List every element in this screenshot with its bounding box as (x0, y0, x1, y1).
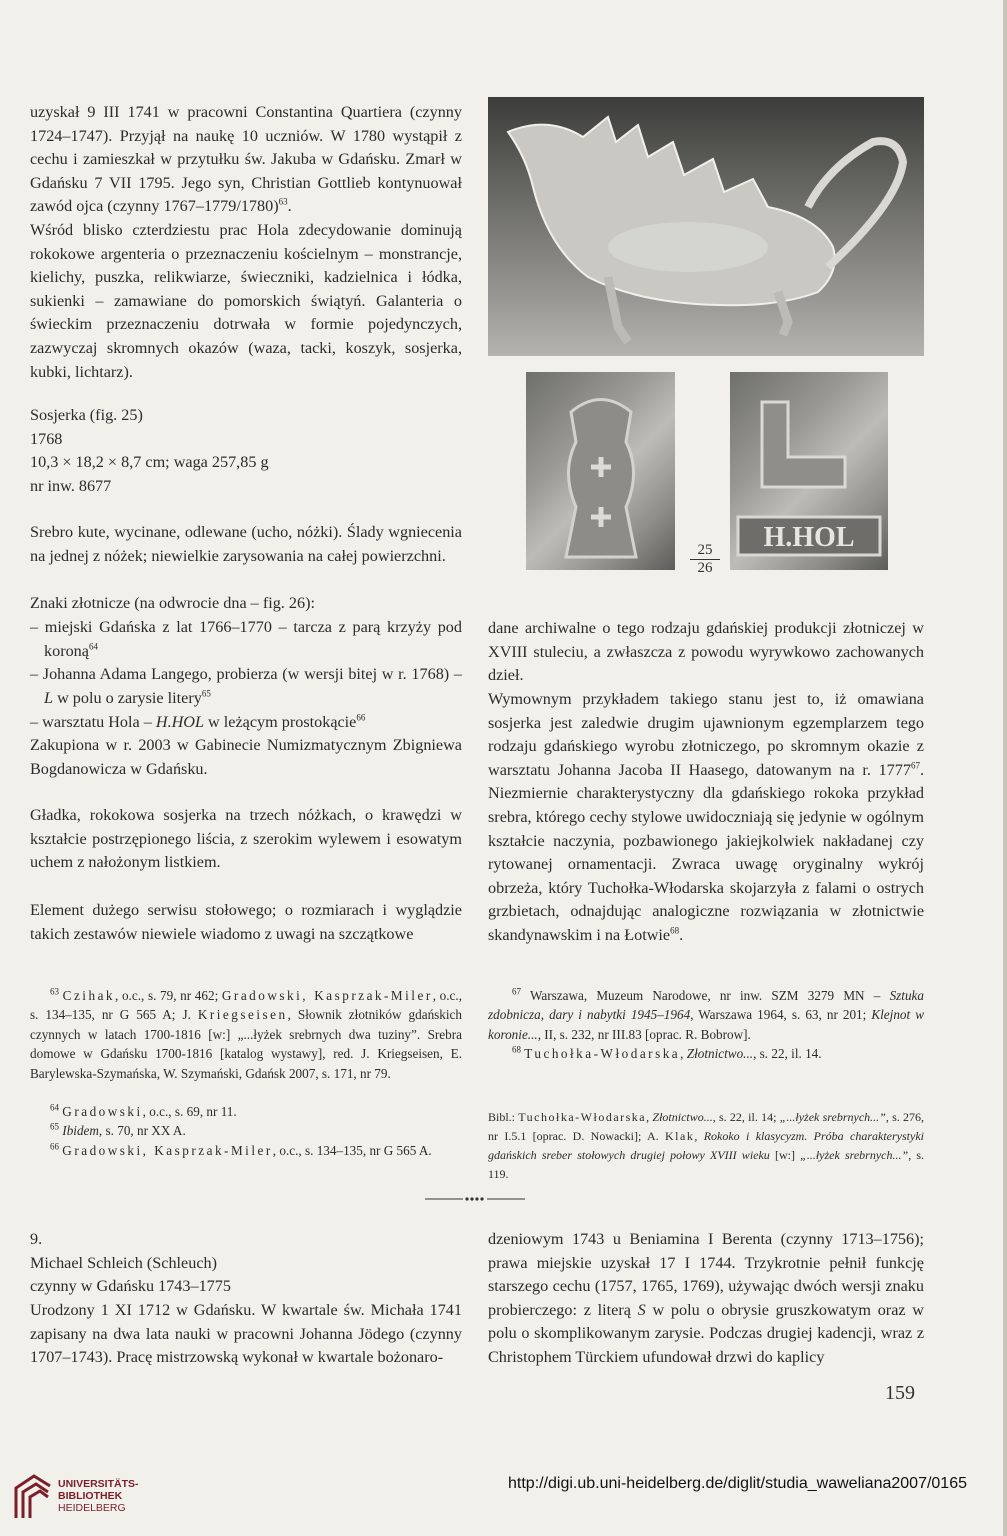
mark-item-assayer: – Johanna Adama Langego, probierza (w wersji bitej w r. 1768) – L w polu o zarysie litery$^{65}$ (30, 665, 462, 707)
footnote-67: $^{67}$ Warszawa, Muzeum Narodowe, nr inw. SZM 3279 MN – Sztuka zdobnicza, dary i nabytki 1945–1964, Warszawa 1964, s. 63, nr 201; Klejnot w koronie..., II, s. 232, nr III.83 [oprac. R. Bobrow]. (488, 986, 925, 1042)
catalog-title: Sosjerka (fig. 25) (30, 406, 143, 424)
catalog-year: 1768 (30, 429, 63, 448)
example-paragraph: Wymownym przykładem takiego stanu jest to, iż omawiana sosjerka jest zaledwie drugim ujawnionym egzemplarzem tego rodzaju gdańskiego wyrobu złotniczego, po skromnym okazie z warsztatu Johanna Jacoba II Haasego, datowanym na r. 1777$^{67}$. Niezmiernie charakterystyczny dla gdańskiego rokoka przykład srebra, którego cechy stylowe uwidoczniają się jedynie w ogólnym kształcie naczynia, pozbawionego jakiejkolwiek nakładanej czy rytowanej ornamentacji. Zwraca uwagę oryginalny wykrój obrzeża, który Tuchołka-Włodarska skojarzyła z falami o ostrych grzbietach, odnajdując analogiczne rozwiązania w złotnictwie skandynawskim i na Łotwie$^{68}$. (488, 690, 924, 944)
mark-item-workshop: – warsztatu Hola – H.HOL w leżącym prostokącie$^{66}$ (30, 712, 366, 731)
workshop-mark-photo (730, 372, 888, 570)
section-9-bio-left: Urodzony 1 XI 1712 w Gdańsku. W kwartale św. Michała 1741 zapisany na dwa lata nauki w pracowni Johanna Jödego (czynny 1707–1743). Pracę mistrzowską wykonał w kwartale bożonaro- (30, 1301, 462, 1367)
footnote-ref-64[interactable]: 64 (88, 641, 98, 652)
section-ornament (425, 1195, 525, 1203)
footnote-ref-66[interactable]: 66 (356, 712, 366, 723)
figure-numbers: 25 26 (690, 542, 720, 577)
catalog-inventory: nr inw. 8677 (30, 476, 112, 495)
footnote-68: $^{68}$ Tuchołka-Włodarska, Złotnictwo..., s. 22, il. 14. (512, 1044, 822, 1061)
service-paragraph: Element dużego serwisu stołowego; o rozmiarach i wyglądzie takich zestawów niewiele wiadomo z uwagi na szczątkowe (30, 901, 462, 943)
library-name: UNIVERSITÄTS- BIBLIOTHEK HEIDELBERG (58, 1478, 139, 1514)
source-url-link[interactable]: http://digi.ub.uni-heidelberg.de/diglit/studia_waweliana2007/0165 (508, 1475, 967, 1492)
catalog-entry (30, 404, 462, 498)
catalog-dimensions: 10,3 × 18,2 × 8,7 cm; waga 257,85 g (30, 453, 269, 472)
footnote-63: $^{63}$ Czihak, o.c., s. 79, nr 462; Gradowski, Kasprzak-Miler, o.c., s. 134–135, nr G 565 A; J. Kriegseisen, Słownik złotników gdańskich czynnych w latach 1700-1816 [w:] „...łyżek srebrnych dwa tuziny”. Srebra domowe w Gdańsku 1700-1816 [katalog wystawy], red. J. Kriegseisen, E. Barylewska-Szymańska, W. Szymański, Gdańsk 2007, s. 171, nr 79. (30, 986, 463, 1081)
city-mark-photo (526, 372, 675, 570)
marks-title: Znaki złotnicze (na odwrocie dna – fig. 26): (30, 594, 315, 612)
section-9-bio-right: dzeniowym 1743 u Beniamina I Berenta (czynny 1713–1756); prawa miejskie uzyskał 17 I 1744. Trzykrotnie pełnił funkcję starszego cechu (1757, 1765, 1769), używając dwóch wersji znaku probierczego: z literą S w polu o obrysie gruszkowatym oraz w polu o skomplikowanym zarysie. Podczas drugiej kadencji, wraz z Christophem Türckiem ufundował drzwi do kaplicy (488, 1230, 925, 1366)
footnote-64: $^{64}$ Gradowski, o.c., s. 69, nr 11. (50, 1102, 237, 1119)
goldsmith-active: czynny w Gdańsku 1743–1775 (30, 1277, 231, 1296)
footnote-65: $^{65}$ Ibidem, s. 70, nr XX A. (50, 1121, 186, 1138)
page-edge (1003, 0, 1007, 1536)
footnote-ref-65[interactable]: 65 (201, 688, 211, 699)
description-paragraph: Gładka, rokokowa sosjerka na trzech nóżkach, o krawędzi w kształcie postrzępionego liścia, z szerokim wylewem i esowatym uchem z nałożonym listkiem. (30, 806, 462, 872)
works-paragraph: Wśród blisko czterdziestu prac Hola zdecydowanie dominują rokokowe argenteria o przeznaczeniu kościelnym – monstrancje, kielichy, puszka, relikwiarze, świeczniki, kadzielnica i łódka, sukienki – zamawiane do pomorskich świątyń. Galanteria o świeckim przeznaczeniu dotrwała w formie pojedynczych, zazwyczaj skromnych okazów (waza, tacki, koszyk, sosjerka, kubki, lichtarz). (30, 221, 462, 381)
section-number: 9. (30, 1230, 43, 1248)
svg-text:H.HOL: H.HOL (763, 522, 855, 553)
footnote-ref-67[interactable]: 67 (910, 760, 920, 771)
mark-item-city: – miejski Gdańska z lat 1766–1770 – tarcza z parą krzyży pod koroną$^{64}$ (30, 618, 462, 660)
footnote-66: $^{66}$ Gradowski, Kasprzak-Miler, o.c., s. 134–135, nr G 565 A. (50, 1141, 432, 1158)
archival-paragraph: dane archiwalne o tego rodzaju gdańskiej produkcji złotniczej w XVIII stuleciu, a zwłaszcza z powodu wyrywkowo zachowanych dzieł. (488, 619, 924, 685)
sauce-boat-photo (488, 97, 924, 356)
material-paragraph: Srebro kute, wycinane, odlewane (ucho, nóżki). Ślady wgniecenia na jednej z nóżek; niewielkie zarysowania na całej powierzchni. (30, 523, 462, 565)
footnote-ref-63[interactable]: 63 (278, 196, 288, 207)
footnote-ref-68[interactable]: 68 (670, 925, 680, 936)
page-number: 159 (885, 1382, 915, 1404)
intro-paragraph: uzyskał 9 III 1741 w pracowni Constantina Quartiera (czynny 1724–1747). Przyjął na naukę 10 uczniów. W 1780 wystąpił z cechu i zamieszkał w przytułku św. Jakuba w Gdańsku. Zmarł w Gdańsku 7 VII 1795. Jego syn, Christian Gottlieb kontynuował zawód ojca (czynny 1767–1779/1780)$^{63}$. (30, 103, 462, 216)
acquisition-paragraph: Zakupiona w r. 2003 w Gabinecie Numizmatycznym Zbigniewa Bogdanowicza w Gdańsku. (30, 736, 462, 778)
library-logo-icon (12, 1474, 54, 1520)
section-9-header (30, 1228, 462, 1299)
bibliography: Bibl.: Tuchołka-Włodarska, Złotnictwo..., s. 22, il. 14; „...łyżek srebrnych...”, s. 276, nr I.5.1 [oprac. D. Nowacki]; A. Klak, Rokoko i klasycyzm. Próba charakterystyki gdańskich sreber stołowych drugiej połowy XVIII wieku [w:] „...łyżek srebrnych...”, s. 119. (488, 1110, 925, 1181)
goldsmith-name: Michael Schleich (Schleuch) (30, 1253, 217, 1272)
